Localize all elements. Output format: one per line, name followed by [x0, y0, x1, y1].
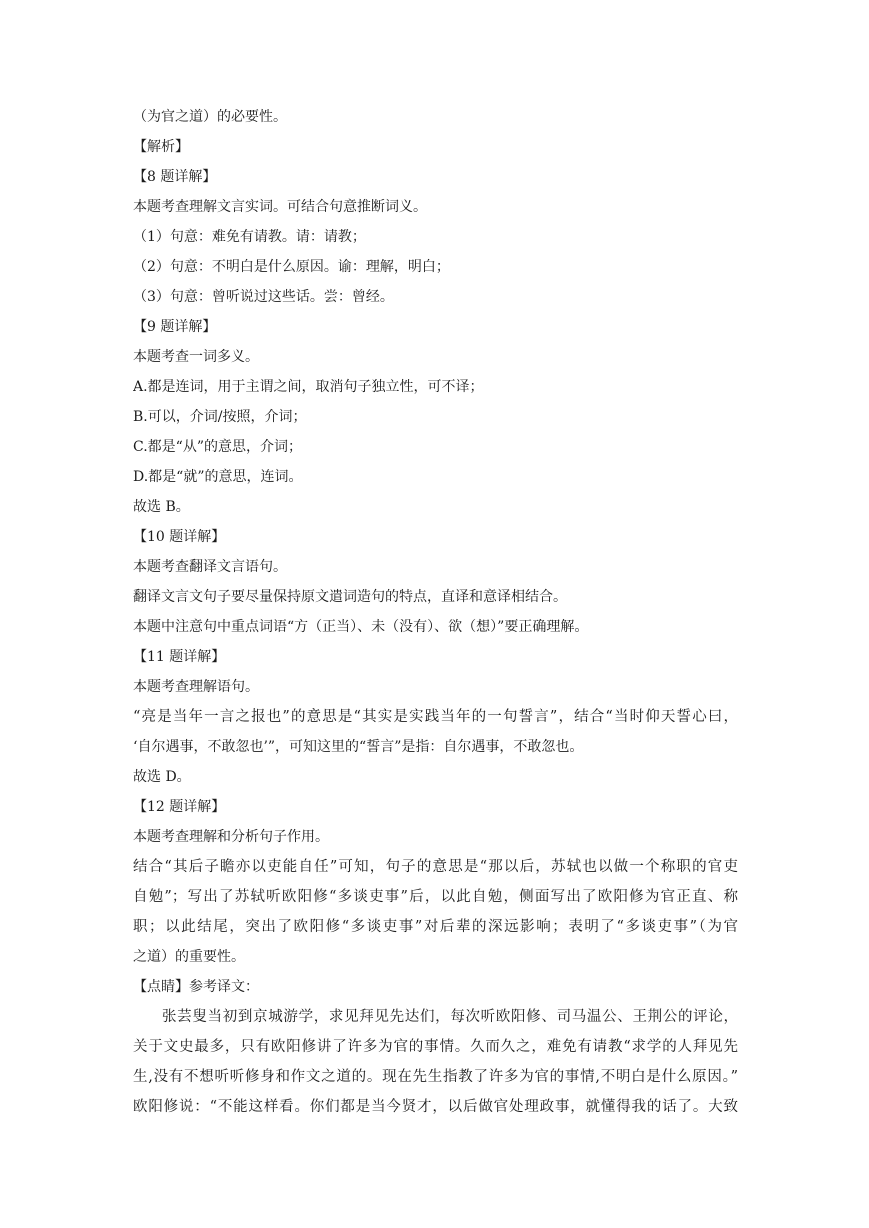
text-line: （2）句意：不明白是什么原因。谕：理解，明白； — [133, 259, 450, 275]
option-b-line: B.可以，介词/按照，介词； — [133, 409, 307, 425]
text-line: 自勉”；写出了苏轼听欧阳修“多谈吏事”后，以此自勉，侧面写出了欧阳修为官正直、称 — [133, 889, 738, 905]
text-line: 本题考查理解语句。 — [133, 679, 259, 695]
translation-line: 生,没有不想听听修身和作文之道的。现在先生指教了许多为官的事情,不明白是什么原因。” — [133, 1069, 738, 1085]
section-heading-q9: 【9 题详解】 — [133, 319, 217, 335]
section-heading-q12: 【12 题详解】 — [133, 799, 226, 815]
text-line: （1）句意：难免有请教。请：请教； — [133, 229, 366, 245]
text-line: 之道）的重要性。 — [133, 949, 245, 965]
document-body — [133, 102, 738, 1122]
text-line: 本题考查理解文言实词。可结合句意推断词义。 — [133, 199, 427, 215]
answer-line: 故选 B。 — [133, 499, 190, 515]
text-line: （为官之道）的必要性。 — [133, 109, 287, 125]
translation-line: 欧阳修说：“不能这样看。你们都是当今贤才，以后做官处理政事，就懂得我的话了。大致 — [133, 1099, 738, 1115]
text-line: 本题考查一词多义。 — [133, 349, 259, 365]
translation-line: 张芸叟当初到京城游学，求见拜见先达们，每次听欧阳修、司马温公、王荆公的评论， — [162, 1009, 738, 1025]
section-heading-tip: 【点睛】参考译文： — [133, 979, 259, 995]
section-heading-q10: 【10 题详解】 — [133, 529, 226, 545]
text-line: ‘自尔遇事，不敢忽也’”，可知这里的“誓言”是指：自尔遇事，不敢忽也。 — [133, 739, 584, 755]
text-line: 本题中注意句中重点词语“方（正当）、未（没有）、欲（想）”要正确理解。 — [133, 619, 589, 635]
text-line: （3）句意：曾听说过这些话。尝：曾经。 — [133, 289, 394, 305]
text-line: “亮是当年一言之报也”的意思是“其实是实践当年的一句誓言”，结合“当时仰天誓心曰， — [133, 709, 738, 725]
section-heading-analysis: 【解析】 — [133, 139, 189, 155]
option-c-line: C.都是“从”的意思，介词； — [133, 439, 302, 455]
text-line: 本题考查理解和分析句子作用。 — [133, 829, 329, 845]
text-line: 翻译文言文句子要尽量保持原文遣词造句的特点，直译和意译相结合。 — [133, 589, 567, 605]
section-heading-q8: 【8 题详解】 — [133, 169, 217, 185]
section-heading-q11: 【11 题详解】 — [133, 649, 226, 665]
text-line: 本题考查翻译文言语句。 — [133, 559, 287, 575]
answer-line: 故选 D。 — [133, 769, 191, 785]
option-d-line: D.都是“就”的意思，连词。 — [133, 469, 303, 485]
text-line: 职；以此结尾，突出了欧阳修“多谈吏事”对后辈的深远影响；表明了“多谈吏事”（为官 — [133, 919, 738, 935]
option-a-line: A.都是连词，用于主谓之间，取消句子独立性，可不译； — [133, 379, 484, 395]
text-line: 结合“其后子瞻亦以吏能自任”可知，句子的意思是“那以后，苏轼也以做一个称职的官吏 — [133, 859, 738, 875]
translation-line: 关于文史最多，只有欧阳修讲了许多为官的事情。久而久之，难免有请教“求学的人拜见先 — [133, 1039, 738, 1055]
